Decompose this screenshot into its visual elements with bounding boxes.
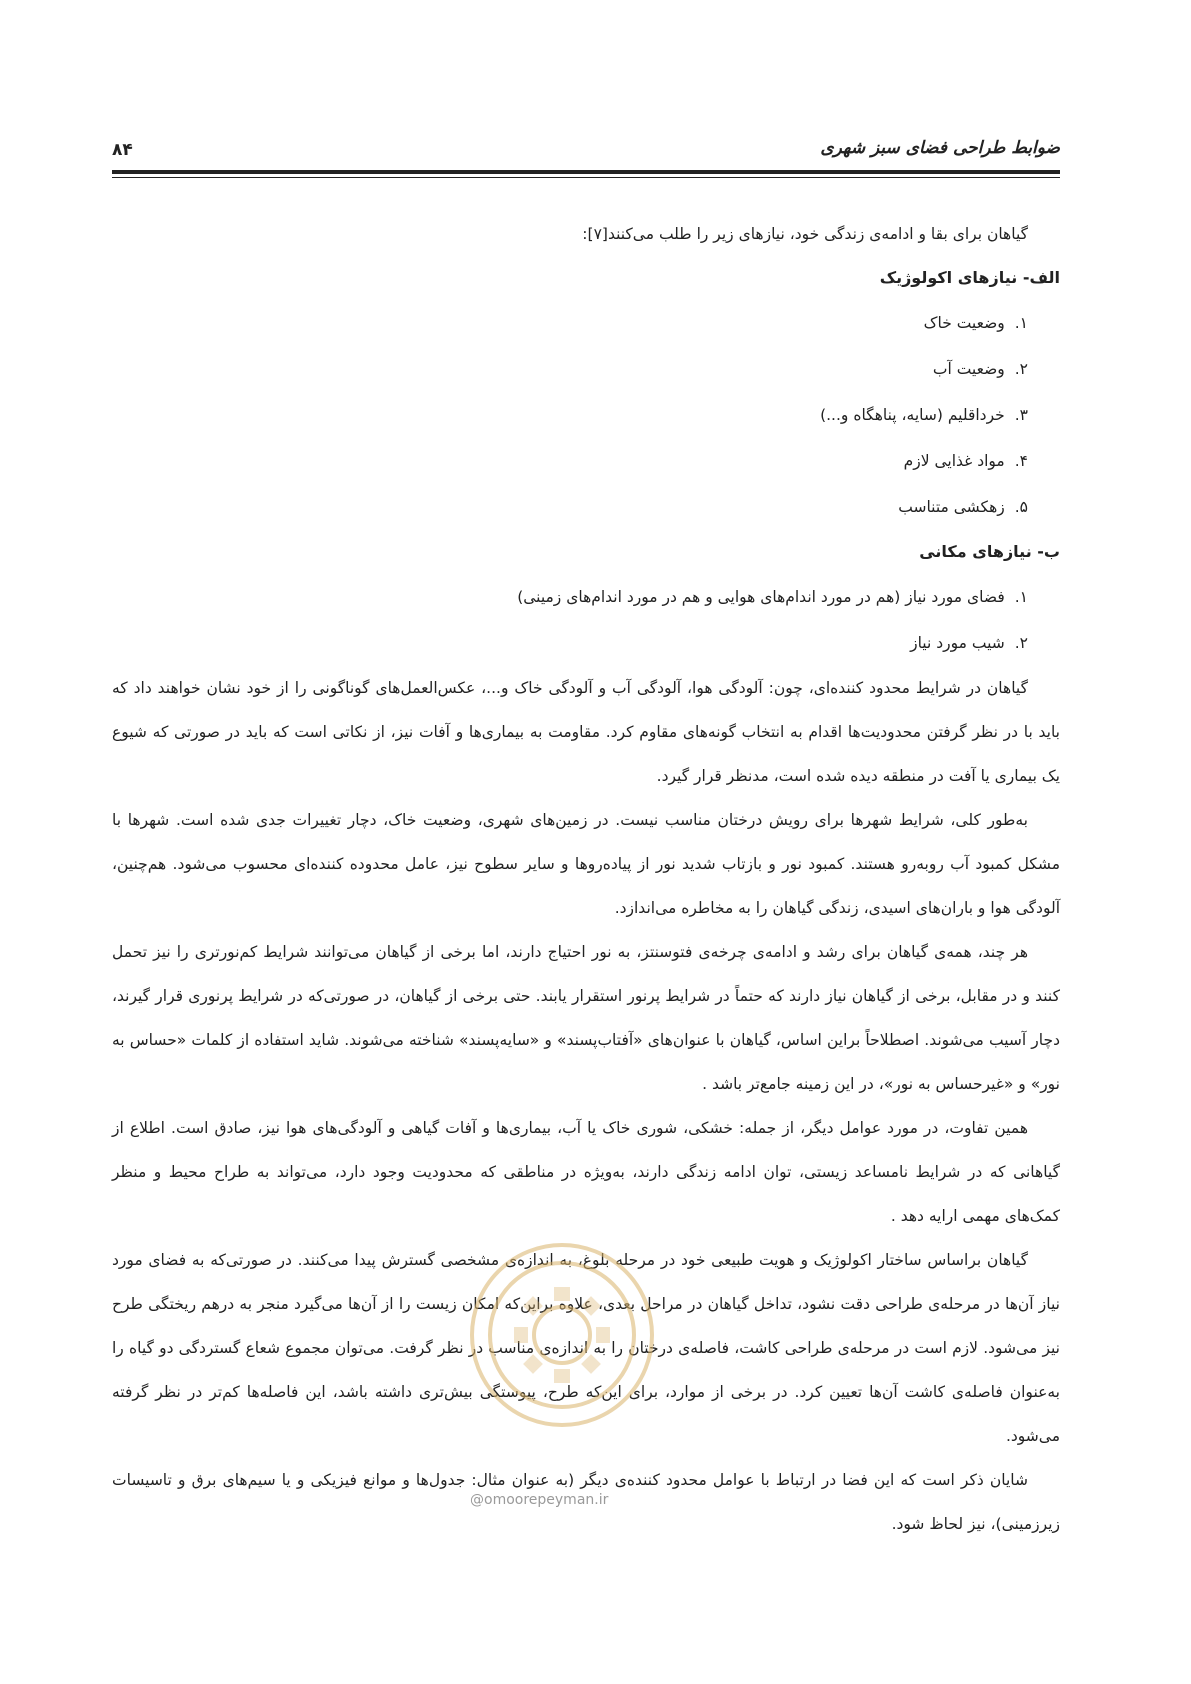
list-number: ۴.: [1014, 452, 1028, 470]
section-b-heading: ب- نیازهای مکانی: [919, 542, 1060, 561]
at-icon: @: [470, 1492, 484, 1508]
list-text: شیب مورد نیاز: [910, 634, 1005, 652]
body-paragraph: هر چند، همه‌ی گیاهان برای رشد و ادامه‌ی چرخه‌ی فتوسنتز، به نور احتیاج دارند، اما برخی از گیاهان می‌توانند شرایط کم‌نورتری را نیز تحمل کنند و در مقابل، برخی از گیاهان نیاز دارند که حتماً در شرایط پرنور استقرار یابند. حتی برخی از گیاهان، در صورتی‌که در شرایط پرنوری قرار گیرند، دچار آسیب می‌شوند. اصطلاحاً براین اساس، گیاهان با عنوان‌های «آفتاب‌پسند» و «سایه‌پسند» شناخته می‌شوند. شاید استفاده از کلمات «حساس به نور» و «غیرحساس به نور»، در این زمینه جامع‌تر باشد .: [112, 943, 1060, 1093]
list-item: [112, 346, 1028, 392]
list-item: [112, 484, 1028, 530]
list-number: ۲.: [1014, 360, 1028, 378]
section-a-heading: الف- نیازهای اکولوژیک: [879, 268, 1060, 287]
list-number: ۱.: [1014, 314, 1028, 332]
list-text: وضعیت آب: [932, 360, 1005, 378]
list-text: فضای مورد نیاز (هم در مورد اندام‌های هوایی و هم در مورد اندام‌های زمینی): [517, 588, 1005, 606]
list-number: ۳.: [1014, 406, 1028, 424]
list-text: زهکشی متناسب: [898, 498, 1005, 516]
list-item: [112, 392, 1028, 438]
list-item: [112, 620, 1028, 666]
list-number: ۲.: [1014, 634, 1028, 652]
body-paragraph: گیاهان در شرایط محدود کننده‌ای، چون: آلودگی هوا، آلودگی آب و آلودگی خاک و...، عکس‌العمل‌های گوناگونی را از خود نشان خواهند داد که باید با در نظر گرفتن محدودیت‌ها اقدام به انتخاب گونه‌های مقاوم کرد. مقاومت به بیماری‌ها و آفات نیز، از نکاتی است که باید در صورتی که شیوع یک بیماری یا آفت در منطقه دیده شده است، مدنظر قرار گیرد.: [112, 679, 1060, 785]
body-paragraph: گیاهان براساس ساختار اکولوژیک و هویت طبیعی خود در مرحله بلوغ، به اندازه‌ی مشخصی گسترش پیدا می‌کنند. در صورتی‌که به فضای مورد نیاز آن‌ها در مرحله‌ی طراحی دقت نشود، تداخل گیاهان در مراحل بعدی، علاوه براین‌که امکان زیست را از آن‌ها می‌گیرد منجر به درهم ریختگی طرح نیز می‌شود. لازم است در مرحله‌ی طراحی کاشت، فاصله‌ی درختان را به اندازه‌ی مناسب در نظر گرفت. می‌توان مجموع شعاع گستردگی دو گیاه را به‌عنوان فاصله‌ی کاشت آن‌ها تعیین کرد. در برخی از موارد، برای این‌که طرح، پیوستگی بیش‌تری داشته باشد، این فاصله‌ها کم‌تر در نظر گرفته می‌شود.: [112, 1251, 1060, 1445]
list-item: [112, 574, 1028, 620]
header-rule-thick: [112, 170, 1060, 174]
list-text: وضعیت خاک: [923, 314, 1005, 332]
intro-paragraph: گیاهان برای بقا و ادامه‌ی زندگی خود، نیازهای زیر را طلب می‌کنند[۷]:: [582, 225, 1028, 243]
list-item: [112, 300, 1028, 346]
body-paragraph: شایان ذکر است که این فضا در ارتباط با عوامل محدود کننده‌ی دیگر (به عنوان مثال: جدول‌ها و موانع فیزیکی و یا سیم‌های برق و تاسیسات زیرزمینی)، نیز لحاظ شود.: [112, 1471, 1060, 1533]
body-paragraph: همین تفاوت، در مورد عوامل دیگر، از جمله: خشکی، شوری خاک یا آب، بیماری‌ها و آفات گیاهی و آلودگی‌های هوا نیز، صادق است. اطلاع از گیاهانی که در شرایط نامساعد زیستی، توان ادامه زندگی دارند، به‌ویژه در مناطقی که محدودیت وجود دارد، می‌تواند به طراح محیط و منظر کمک‌های مهمی ارایه دهد .: [112, 1119, 1060, 1225]
section-b-list: [112, 574, 1060, 666]
list-item: [112, 438, 1028, 484]
section-a-list: [112, 300, 1060, 530]
list-number: ۱.: [1014, 588, 1028, 606]
list-number: ۵.: [1014, 498, 1028, 516]
list-text: مواد غذایی لازم: [903, 452, 1005, 470]
watermark-text: omoorepeyman.ir: [484, 1492, 609, 1508]
book-title: ضوابط طراحی فضای سبز شهری: [820, 138, 1060, 158]
body-paragraph: به‌طور کلی، شرایط شهرها برای رویش درختان مناسب نیست. در زمین‌های شهری، وضعیت خاک، دچار تغییرات جدی شده است. شهرها با مشکل کمبود آب روبه‌رو هستند. کمبود نور و بازتاب شدید نور از پیاده‌روها و سایر سطوح نیز، عامل محدوده کننده‌ای محسوب می‌شود. هم‌چنین، آلودگی هوا و باران‌های اسیدی، زندگی گیاهان را به مخاطره می‌اندازد.: [112, 811, 1060, 917]
page-number: ۸۴: [112, 140, 133, 160]
page-header: [112, 132, 1060, 172]
watermark-seal-icon: [462, 1235, 662, 1435]
header-rule-thin: [112, 177, 1060, 178]
watermark-caption: [470, 1492, 608, 1508]
list-text: خرداقلیم (سایه، پناهگاه و...): [820, 406, 1005, 424]
